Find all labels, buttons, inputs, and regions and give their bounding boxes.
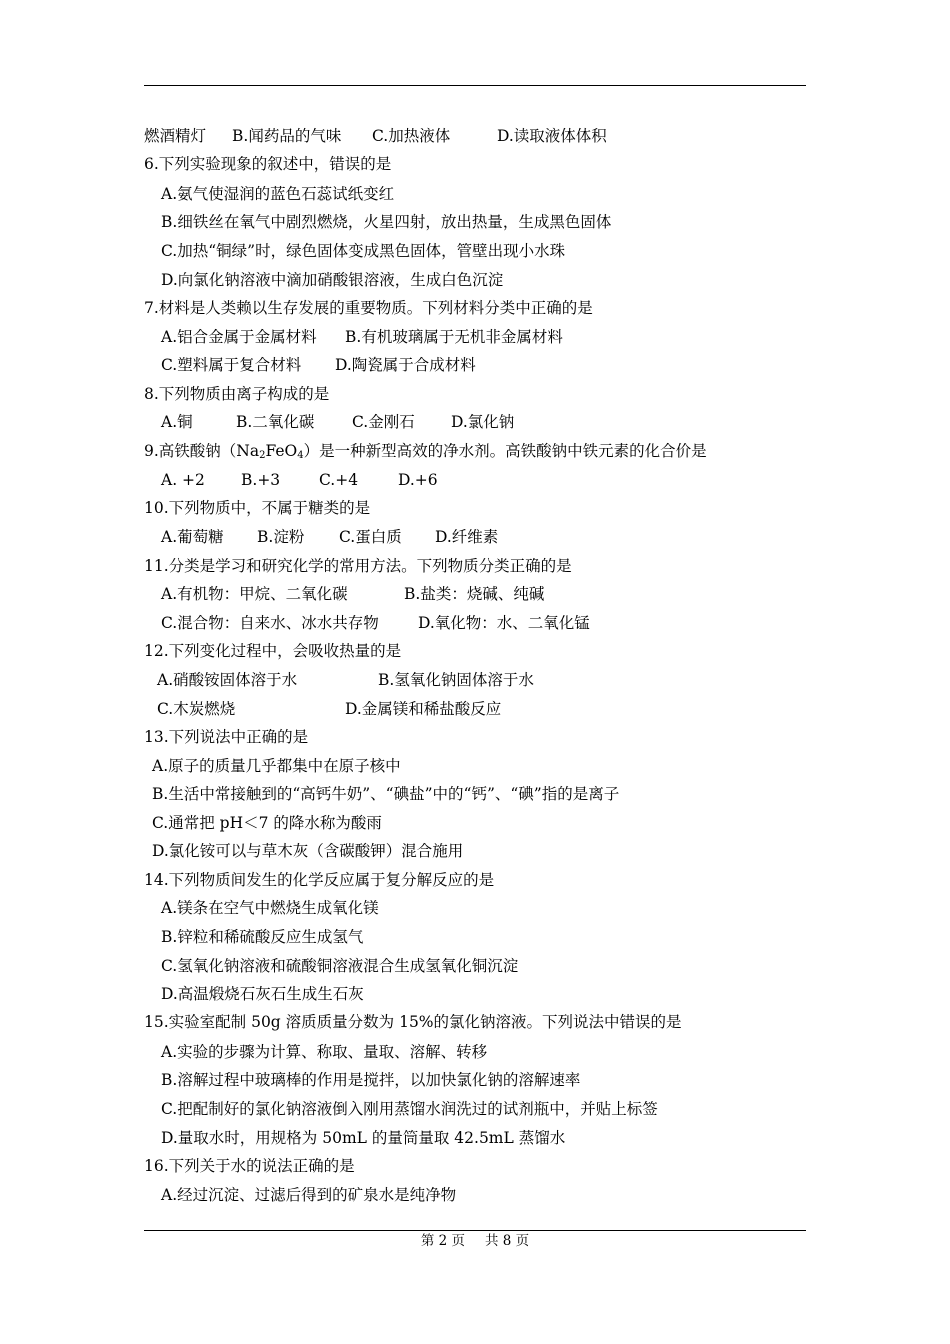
question-9-stem-post: ）是一种新型高效的净水剂。高铁酸钠中铁元素的化合价是 [303, 442, 707, 460]
question-6-option-b: B.细铁丝在氧气中剧烈燃烧，火星四射，放出热量，生成黑色固体 [161, 213, 612, 231]
question-13-option-b: B.生活中常接触到的“高钙牛奶”、“碘盐”中的“钙”、“碘”指的是离子 [152, 785, 620, 803]
question-6-option-c: C.加热“铜绿”时，绿色固体变成黑色固体，管壁出现小水珠 [161, 242, 566, 260]
option-a: 燃酒精灯 [144, 127, 207, 145]
question-7-stem: 7.材料是人类赖以生存发展的重要物质。下列材料分类中正确的是 [144, 299, 593, 317]
question-13-stem: 13.下列说法中正确的是 [144, 728, 309, 746]
option-c: C.加热液体 [372, 127, 451, 145]
question-7-option-d: D.陶瓷属于合成材料 [335, 356, 476, 374]
question-9-option-d: D.+6 [398, 471, 438, 489]
question-6-stem: 6.下列实验现象的叙述中，错误的是 [144, 155, 392, 173]
question-7-option-a: A.铝合金属于金属材料 [161, 328, 317, 346]
option-b: B.闻药品的气味 [232, 127, 342, 145]
question-12-option-b: B.氢氧化钠固体溶于水 [378, 671, 534, 689]
question-14-option-b: B.锌粒和稀硫酸反应生成氢气 [161, 928, 364, 946]
question-11-option-a: A.有机物：甲烷、二氧化碳 [161, 585, 348, 603]
question-11-stem: 11.分类是学习和研究化学的常用方法。下列物质分类正确的是 [144, 557, 572, 575]
question-9-stem-pre: 9.高铁酸钠（Na [144, 442, 260, 460]
header-rule [144, 85, 806, 86]
option-d: D.读取液体体积 [497, 127, 607, 145]
question-8-option-a: A.铜 [161, 413, 193, 431]
question-10-option-b: B.淀粉 [257, 528, 305, 546]
question-9-stem-mid: FeO [265, 442, 298, 460]
question-7-option-b: B.有机玻璃属于无机非金属材料 [345, 328, 563, 346]
page-number: 第 2 页 [420, 1233, 465, 1249]
question-9-sub-4: 4 [297, 450, 304, 461]
question-10-option-d: D.纤维素 [435, 528, 499, 546]
page-footer [0, 1232, 950, 1250]
question-12-stem: 12.下列变化过程中，会吸收热量的是 [144, 642, 402, 660]
page-total: 共 8 页 [485, 1233, 530, 1249]
question-8-stem: 8.下列物质由离子构成的是 [144, 385, 330, 403]
question-10-stem: 10.下列物质中，不属于糖类的是 [144, 499, 371, 517]
question-14-stem: 14.下列物质间发生的化学反应属于复分解反应的是 [144, 871, 495, 889]
question-8-option-b: B.二氧化碳 [236, 413, 315, 431]
question-13-option-c: C.通常把 pH＜7 的降水称为酸雨 [152, 814, 382, 832]
question-8-option-d: D.氯化钠 [451, 413, 515, 431]
question-9-option-a: A. +2 [161, 471, 205, 489]
question-14-option-a: A.镁条在空气中燃烧生成氧化镁 [161, 899, 379, 917]
question-11-option-c: C.混合物：自来水、冰水共存物 [161, 614, 379, 632]
question-16-stem: 16.下列关于水的说法正确的是 [144, 1157, 355, 1175]
question-13-option-a: A.原子的质量几乎都集中在原子核中 [152, 757, 401, 775]
question-7-option-c: C.塑料属于复合材料 [161, 356, 302, 374]
question-9-stem [144, 441, 707, 461]
question-6-option-d: D.向氯化钠溶液中滴加硝酸银溶液，生成白色沉淀 [161, 271, 504, 289]
question-15-option-b: B.溶解过程中玻璃棒的作用是搅拌，以加快氯化钠的溶解速率 [161, 1071, 581, 1089]
question-11-option-b: B.盐类：烧碱、纯碱 [404, 585, 545, 603]
question-15-option-d: D.量取水时，用规格为 50mL 的量筒量取 42.5mL 蒸馏水 [161, 1129, 566, 1147]
question-15-option-c: C.把配制好的氯化钠溶液倒入刚用蒸馏水润洗过的试剂瓶中，并贴上标签 [161, 1100, 658, 1118]
question-9-option-b: B.+3 [241, 471, 281, 489]
question-8-option-c: C.金刚石 [352, 413, 415, 431]
question-9-option-c: C.+4 [319, 471, 359, 489]
question-11-option-d: D.氧化物：水、二氧化锰 [418, 614, 590, 632]
question-6-option-a: A.氨气使湿润的蓝色石蕊试纸变红 [161, 185, 395, 203]
question-15-option-a: A.实验的步骤为计算、称取、量取、溶解、转移 [161, 1043, 488, 1061]
question-12-option-a: A.硝酸铵固体溶于水 [157, 671, 298, 689]
question-10-option-c: C.蛋白质 [339, 528, 402, 546]
question-12-option-d: D.金属镁和稀盐酸反应 [345, 700, 502, 718]
question-16-option-a: A.经过沉淀、过滤后得到的矿泉水是纯净物 [161, 1186, 457, 1204]
question-13-option-d: D.氯化铵可以与草木灰（含碳酸钾）混合施用 [152, 842, 464, 860]
footer-rule [144, 1230, 806, 1231]
question-10-option-a: A.葡萄糖 [161, 528, 224, 546]
question-14-option-d: D.高温煅烧石灰石生成生石灰 [161, 985, 364, 1003]
question-9-sub-2: 2 [259, 450, 266, 461]
question-12-option-c: C.木炭燃烧 [157, 700, 236, 718]
question-15-stem: 15.实验室配制 50g 溶质质量分数为 15%的氯化钠溶液。下列说法中错误的是 [144, 1013, 682, 1031]
question-14-option-c: C.氢氧化钠溶液和硫酸铜溶液混合生成氢氧化铜沉淀 [161, 957, 519, 975]
